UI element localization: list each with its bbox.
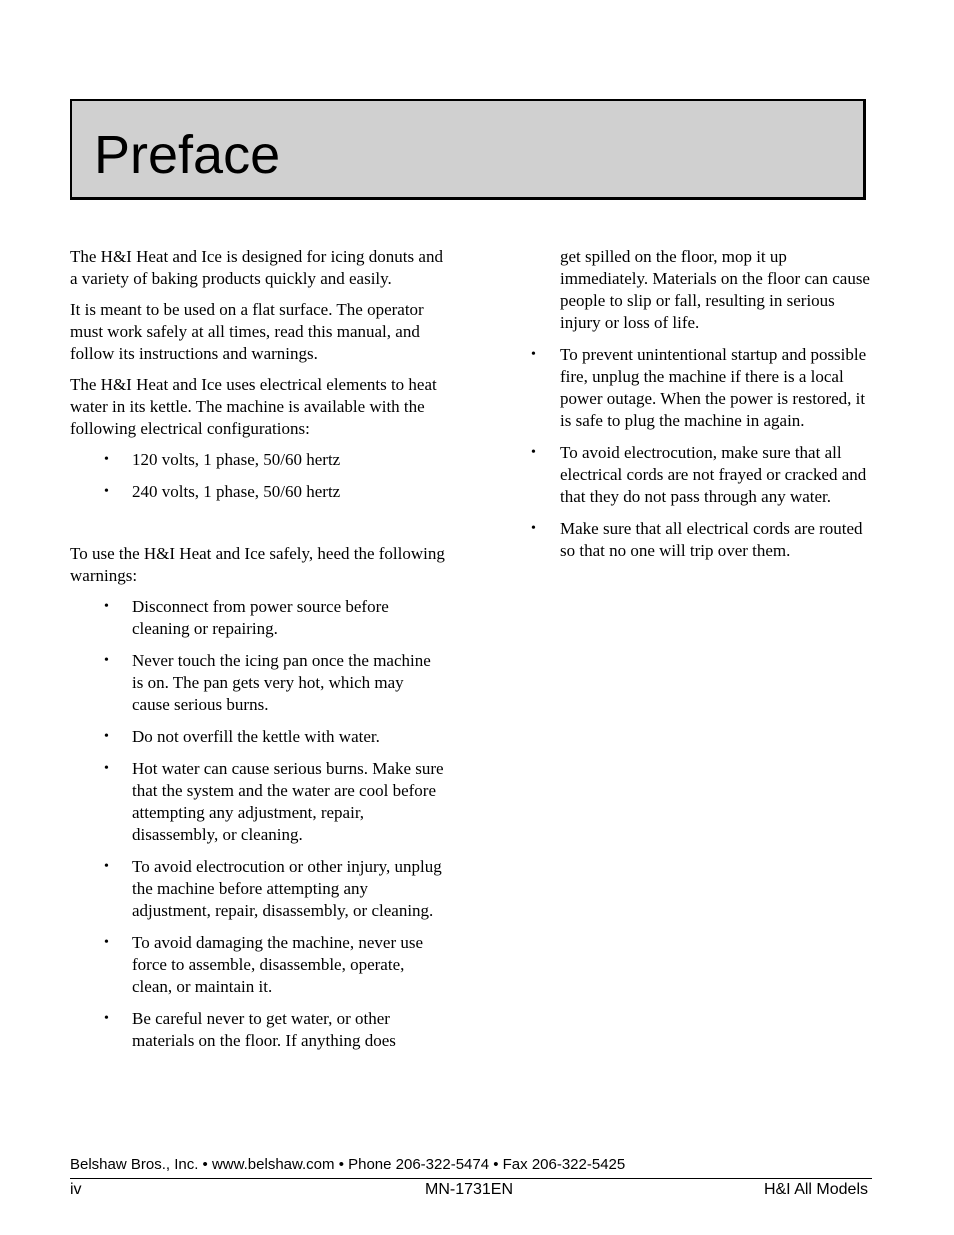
bullet-icon: •: [104, 484, 109, 499]
title-banner: [70, 99, 866, 200]
list-item: [70, 758, 445, 846]
footer-contact: Belshaw Bros., Inc. • www.belshaw.com • Phone 206-322-5474 • Fax 206-322-5425: [70, 1156, 626, 1173]
bullet-icon: •: [531, 521, 536, 536]
intro-paragraph: It is meant to be used on a flat surface. The operator must work safely at all times, read this manual, and follow its instructions and warnings.: [70, 300, 424, 363]
continued-text: get spilled on the floor, mop it up immediately. Materials on the floor can cause people to slip or fall, resulting in serious injury or loss of life.: [560, 247, 870, 332]
list-item-text: 240 volts, 1 phase, 50/60 hertz: [132, 482, 341, 501]
list-item: [70, 481, 445, 503]
list-item-text: To avoid electrocution, make sure that all electrical cords are not frayed or cracked and that they do not pass through any water.: [560, 443, 867, 506]
warnings-list: [70, 596, 445, 1052]
bullet-icon: •: [531, 445, 536, 460]
list-item: [531, 518, 876, 562]
list-item-text: To avoid electrocution or other injury, unplug the machine before attempting any adjustment, repair, disassembly, or cleaning.: [132, 857, 442, 920]
list-item: [70, 449, 445, 471]
list-item-text: Never touch the icing pan once the machine is on. The pan gets very hot, which may cause serious burns.: [132, 651, 431, 714]
configurations-list: [70, 449, 445, 503]
bullet-icon: •: [531, 347, 536, 362]
bullet-icon: •: [104, 859, 109, 874]
list-item-text: To avoid damaging the machine, never use force to assemble, disassemble, operate, clean, or maintain it.: [132, 933, 424, 996]
list-item: [531, 344, 876, 432]
bullet-icon: •: [104, 729, 109, 744]
list-item: [70, 650, 445, 716]
warnings-intro: To use the H&I Heat and Ice safely, heed the following warnings:: [70, 544, 445, 585]
intro-paragraph: The H&I Heat and Ice uses electrical elements to heat water in its kettle. The machine is available with the following electrical configurations:: [70, 375, 437, 438]
bullet-icon: •: [104, 452, 109, 467]
bullet-icon: •: [104, 1011, 109, 1026]
list-item: [70, 856, 445, 922]
list-item-text: To prevent unintentional startup and possible fire, unplug the machine if there is a local power outage. When the power is restored, it is safe to plug the machine in again.: [560, 345, 867, 430]
list-item-text: Disconnect from power source before cleaning or repairing.: [132, 597, 389, 638]
footer-divider: [70, 1178, 872, 1179]
list-item-text: Be careful never to get water, or other materials on the floor. If anything does: [132, 1009, 396, 1050]
list-item-text: Hot water can cause serious burns. Make sure that the system and the water are cool before attempting any adjustment, repair, disassembly, or cleaning.: [132, 759, 444, 844]
bullet-icon: •: [104, 599, 109, 614]
page-title: Preface: [94, 125, 281, 185]
left-column: [70, 246, 445, 1062]
document-number: MN-1731EN: [424, 1181, 514, 1198]
right-column: [531, 246, 876, 572]
bullet-icon: •: [104, 761, 109, 776]
list-item: [531, 442, 876, 508]
list-item: [70, 1008, 445, 1052]
list-item-text: Make sure that all electrical cords are routed so that no one will trip over them.: [560, 519, 863, 560]
bullet-icon: •: [104, 653, 109, 668]
page-number: iv: [70, 1181, 82, 1198]
model-label: H&I All Models: [763, 1181, 868, 1198]
list-item-text: Do not overfill the kettle with water.: [132, 727, 380, 746]
list-item: [70, 932, 445, 998]
list-item: [70, 726, 445, 748]
warnings-list-continued: [531, 344, 876, 562]
list-item: [70, 596, 445, 640]
bullet-icon: •: [104, 935, 109, 950]
intro-paragraph: The H&I Heat and Ice is designed for icing donuts and a variety of baking products quickly and easily.: [70, 247, 443, 288]
list-item-text: 120 volts, 1 phase, 50/60 hertz: [132, 450, 341, 469]
